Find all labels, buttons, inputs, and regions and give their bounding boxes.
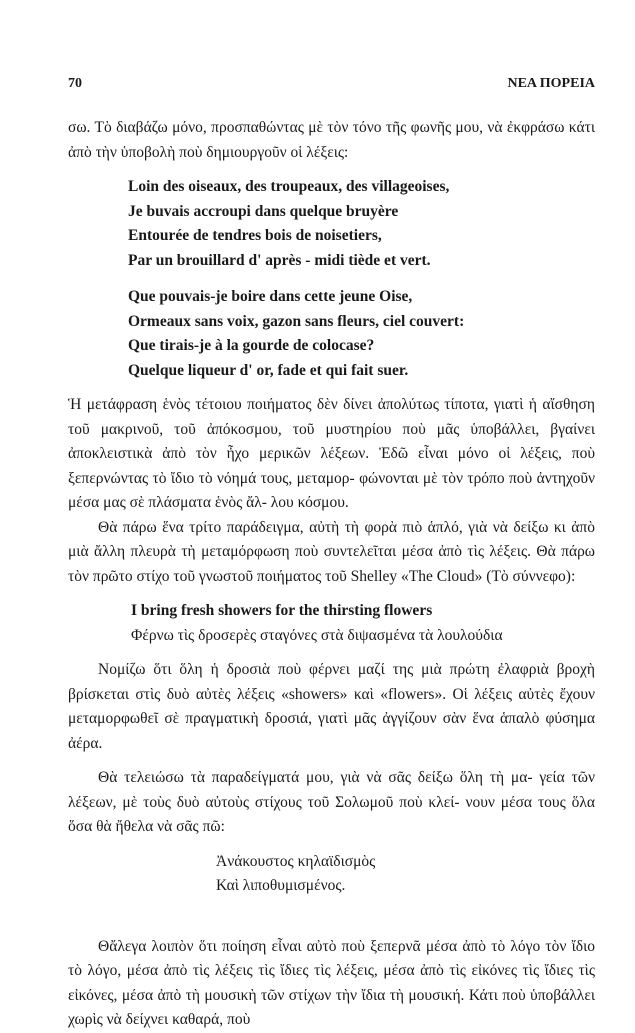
poem-line: Que tirais-je à la gourde de colocase? [128, 337, 375, 354]
quote-english-line: I bring fresh showers for the thirsting flowers [131, 602, 433, 619]
poem-line: Par un brouillard d' après - midi tiède et vert. [128, 251, 431, 269]
text-line: Ἡ μετάφραση ἑνὸς τέτοιου ποιήματος δὲν δίνει ἀπολύτως τίποτα, γιατὶ [68, 396, 529, 413]
text-line: βροχὴ βρίσκεται στὶς δυὸ αὐτὲς λέξεις «showers» καὶ «flowers». Οἱ [68, 661, 595, 703]
text-line: Θἄλεγα λοιπὸν ὅτι ποίηση εἶναι αὐτὸ ποὺ ξεπερνᾶ μέσα ἀπὸ τὸ [98, 937, 511, 955]
stanza-break [128, 273, 595, 285]
quote-greek-line: Φέρνω τὶς δροσερὲς σταγόνες στὰ διψασμένα τὰ λουλούδια [131, 626, 503, 644]
text-line: Θὰ πάρω ἕνα τρίτο παράδειγμα, αὐτὴ τὴ φορὰ πιὸ ἁπλό, γιὰ νὰ [98, 518, 514, 536]
running-header [68, 76, 595, 92]
paragraph-3 [68, 516, 595, 590]
text-line: ἀπὸ τὶς εἰκόνες τὶς ἴδιες τὶς εἰκόνες, μέσα ἀπὸ τὴ μουσικὴ τῶν στίχων [68, 962, 595, 1004]
text-line: λου κόσμου. [270, 494, 349, 511]
poem-line: Quelque liqueur d' or, fade et qui fait suer. [128, 361, 409, 379]
paragraph-5 [68, 766, 595, 840]
running-title: ΝΕΑ ΠΟΡΕΙΑ [507, 76, 595, 91]
paragraph-2 [68, 393, 595, 516]
text-line: ἡ αἴσθηση τοῦ μακρινοῦ, τοῦ ἀπόκοσμου, τοῦ μυστηρίου ποὺ μᾶς [68, 396, 595, 438]
text-line: λόγο τὸν ἴδιο τὸ λόγο, μέσα ἀπὸ τὶς λέξεις τὶς ἴδιες τὶς λέξεις, μέσα [68, 937, 595, 979]
text-line: ἀπὸ τὶς λέξεις. Θὰ πάρω τὸν πρῶτο στίχο τοῦ γνωστοῦ ποιήματος τοῦ [68, 543, 596, 585]
text-line: γεία τῶν λέξεων, μὲ τοὺς δυὸ αὐτοὺς στίχους τοῦ Σολωμοῦ ποὺ κλεί- [68, 769, 595, 811]
paragraph-1 [68, 116, 595, 165]
french-poem [128, 175, 595, 383]
poem-line: Entourée de tendres bois de noisetiers, [128, 227, 382, 244]
text-line: Shelley «The Cloud» (Τὸ σύννεφο): [350, 567, 576, 585]
text-line: φώνονται μὲ τὸν τρόπο ποὺ ἀντηχοῦν μέσα μας σὲ πλάσματα ἑνὸς ἄλ- [68, 469, 596, 511]
paragraph-6 [68, 935, 595, 1033]
text-line: ἀγγίζουν σὰν ἕνα ἁπαλὸ φύσημα ἀέρα. [68, 710, 596, 752]
shelley-quote [131, 599, 595, 648]
text-line: εἶναι μόνο οἱ λέξεις, ποὺ ξεπερνώντας τὸ ἴδιο τὸ νόημά τους, μεταμορ- [68, 445, 596, 487]
poem-line: Ormeaux sans voix, gazon sans fleurs, ciel couvert: [128, 312, 465, 330]
text-line: Θὰ τελειώσω τὰ παραδείγματά μου, γιὰ νὰ σᾶς δείξω ὅλη τὴ μα- [98, 769, 540, 786]
text-line: νουν μέσα τους ὅλα ὅσα θὰ ἤθελα νὰ σᾶς πῶ: [68, 793, 595, 835]
section-gap [68, 909, 595, 935]
verse-line: Καὶ λιποθυμισμένος. [216, 877, 346, 894]
paragraph-gap [68, 756, 595, 766]
poem-line: Que pouvais-je boire dans cette jeune Oise, [128, 288, 413, 305]
page-body [68, 116, 595, 1033]
poem-line: Loin des oiseaux, des troupeaux, des villageoises, [128, 178, 450, 195]
poem-line: Je buvais accroupi dans quelque bruyère [128, 202, 399, 220]
text-line: δείξω κι ἀπὸ μιὰ ἄλλη πλευρὰ τὴ μεταμόρφωση ποὺ συντελεῖται μέσα [68, 518, 595, 560]
paragraph-4 [68, 658, 595, 756]
text-line: τὴν ἴδια τὴ μουσική. Κάτι ποὺ ὑποβάλλει χωρὶς νὰ δείχνει καθαρά, ποὺ [68, 986, 595, 1028]
solomos-verses [216, 850, 595, 899]
text-line: ἐκφράσω κάτι ἀπὸ τὴν ὑποβολὴ ποὺ δημιουργοῦν οἱ λέξεις: [68, 119, 595, 161]
text-line: σω. Τὸ διαβάζω μόνο, προσπαθώντας μὲ τὸν τόνο τῆς φωνῆς μου, νὰ [68, 119, 507, 136]
page-number: 70 [68, 76, 82, 91]
text-line: λέξεις αὐτὲς ἔχουν μεταμορφωθεῖ σὲ πραγματικὴ δροσιά, γιατὶ μᾶς [68, 685, 596, 727]
text-line: ὑποβάλλει, βγαίνει ἀποκλειστικὰ ἀπὸ τὸν ἦχο μερικῶν λέξεων. Ἐδῶ [68, 420, 595, 462]
verse-line: Ἀνάκουστος κηλαϊδισμὸς [216, 852, 376, 870]
text-line: Νομίζω ὅτι ὅλη ἡ δροσιὰ ποὺ φέρνει μαζί της μιὰ πρώτη ἐλαφριὰ [98, 661, 557, 678]
